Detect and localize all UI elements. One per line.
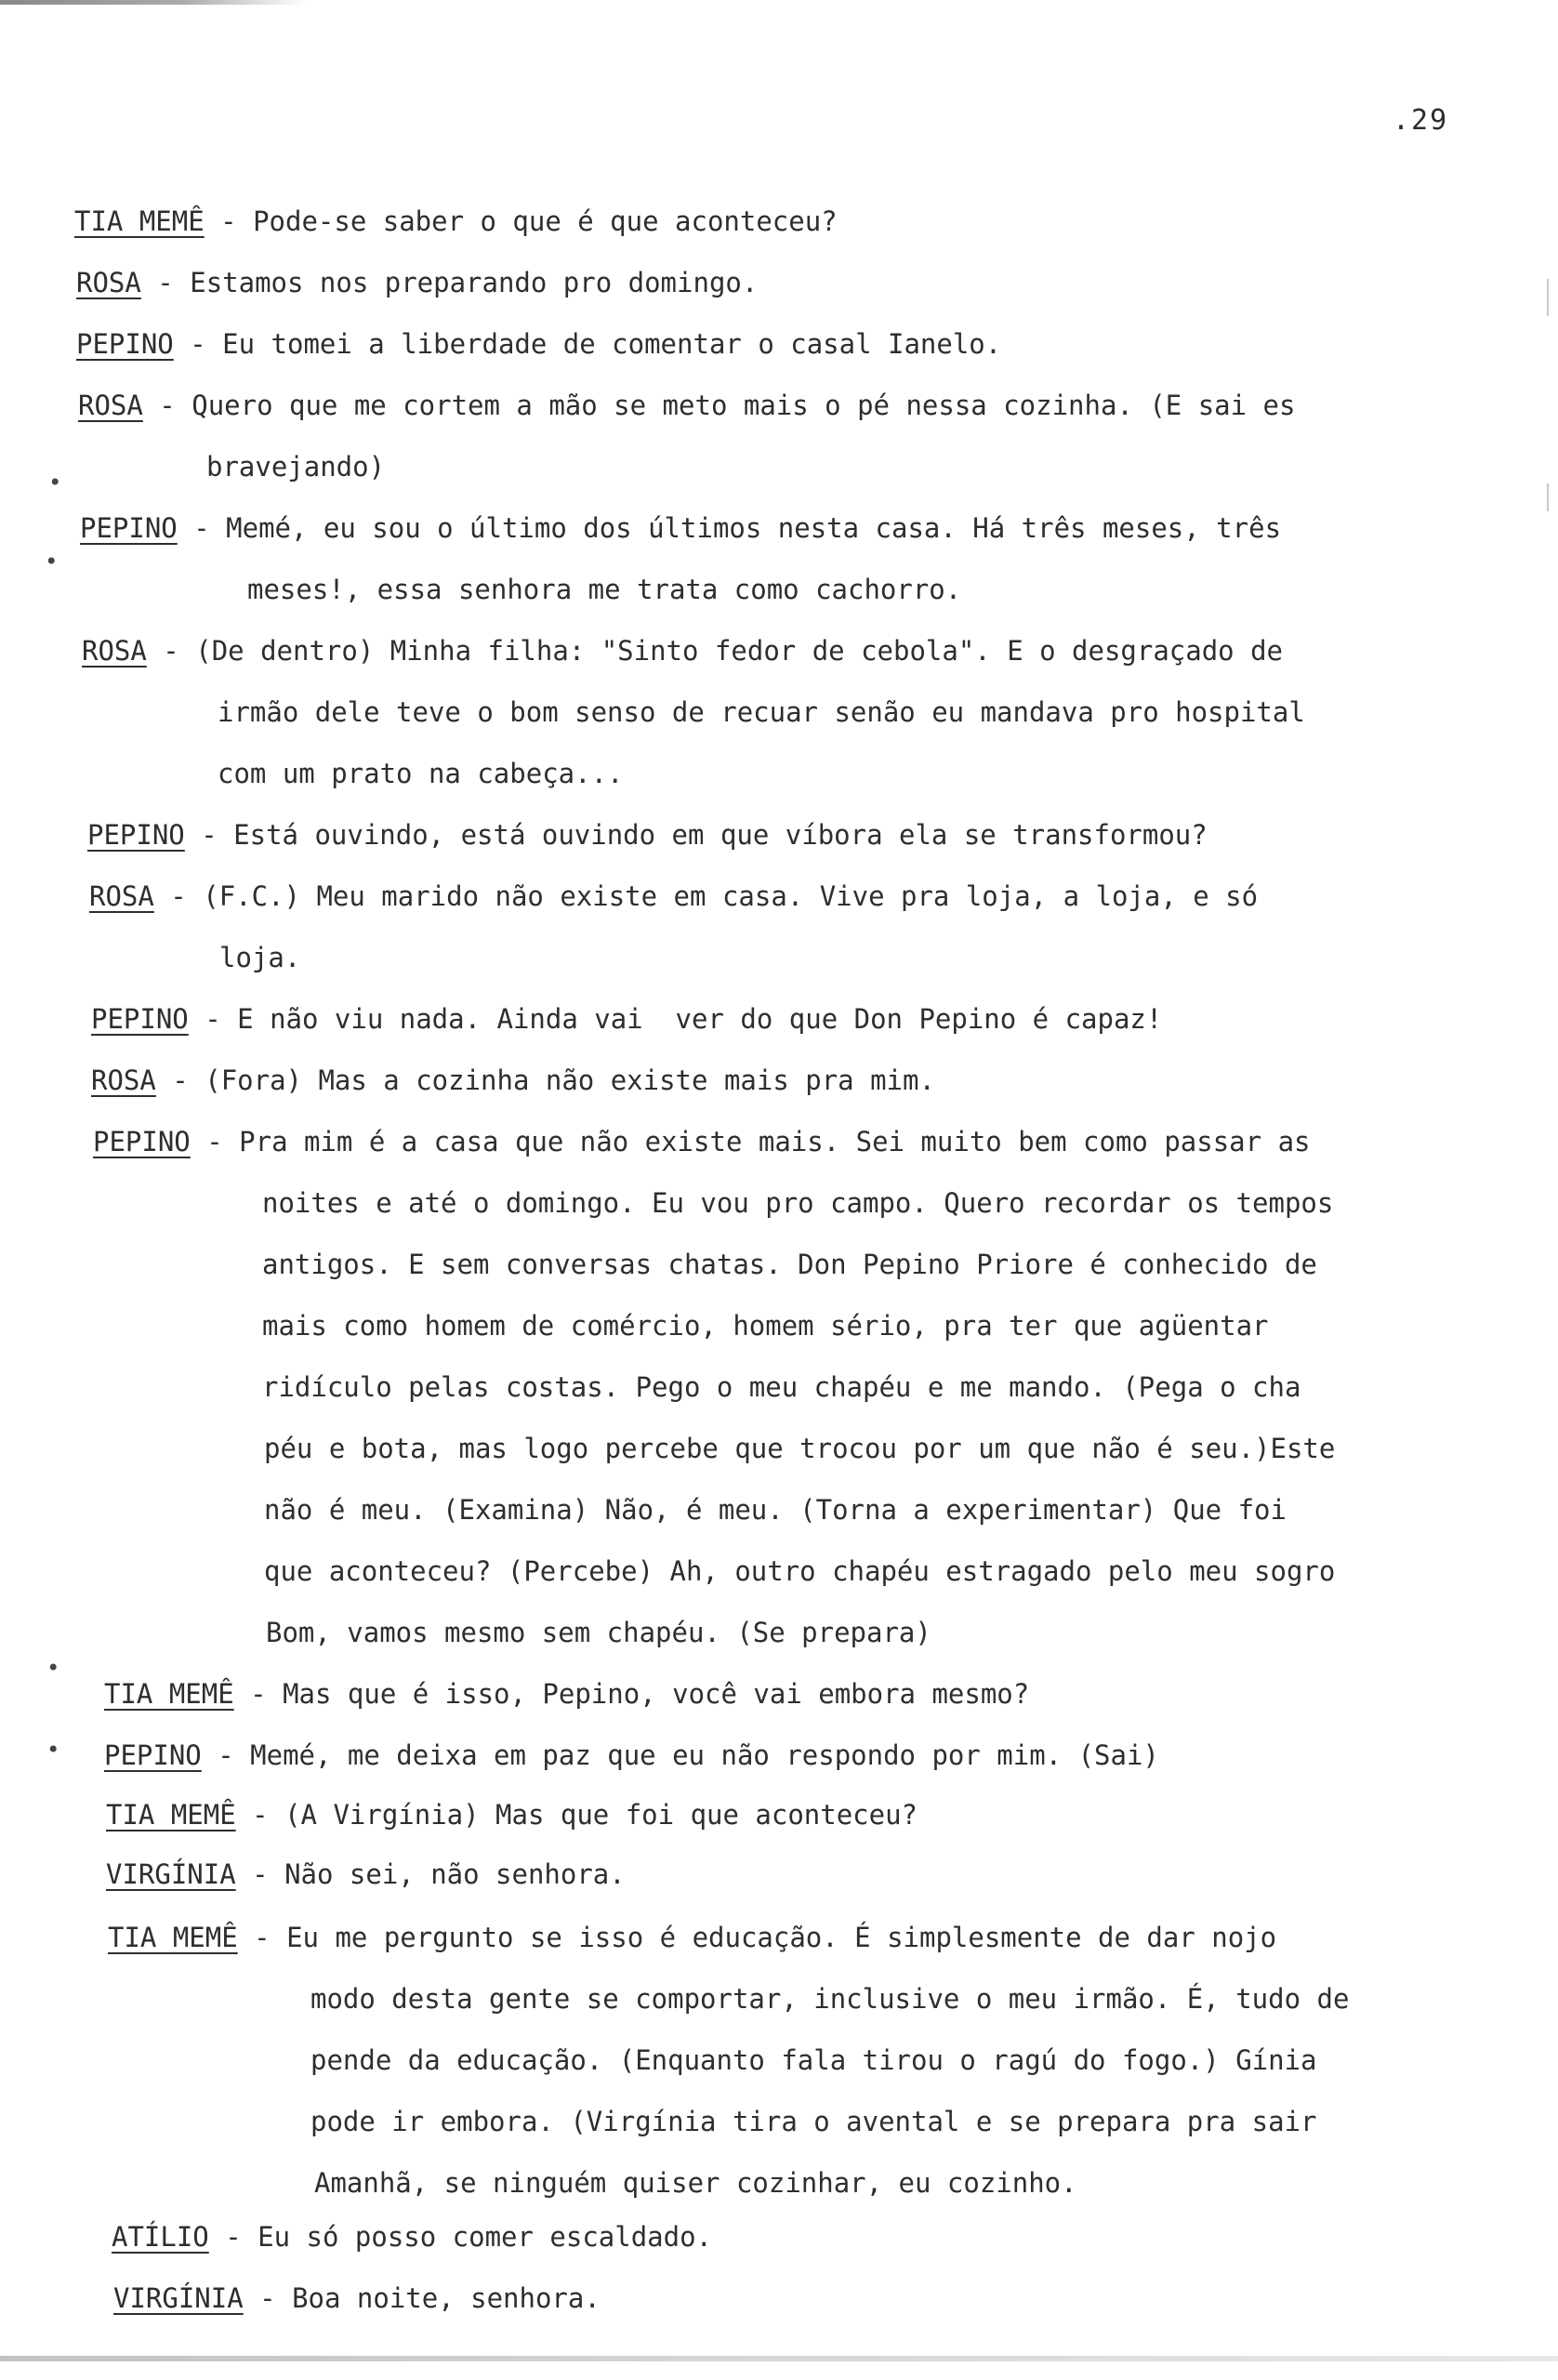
speaker-name: PEPINO (91, 1003, 189, 1035)
script-line (264, 1491, 1287, 1528)
scan-edge-top (0, 0, 307, 5)
dialogue-text: Eu tomei a liberdade de comentar o casal Ianelo. (222, 328, 1002, 360)
dialogue-text: Pode-se saber o que é que aconteceu? (253, 205, 838, 237)
script-line (219, 939, 300, 976)
script-line: ROSA - Quero que me cortem a mão se meto mais o pé nessa cozinha. (E sai es (78, 390, 1296, 421)
script-line (262, 1184, 1333, 1222)
dialogue-text: (A Virgínia) Mas que foi que aconteceu? (284, 1799, 918, 1831)
speaker-name: ROSA (91, 1064, 156, 1096)
dialogue-text: Bom, vamos mesmo sem chapéu. (Se prepara) (266, 1617, 931, 1648)
dialogue-text: (F.C.) Meu marido não existe em casa. Vive pra loja, a loja, e só (203, 880, 1259, 912)
speaker-name: PEPINO (104, 1739, 202, 1771)
speaker-name: VIRGÍNIA (106, 1858, 236, 1890)
script-line (218, 694, 1305, 731)
script-line (262, 1368, 1301, 1406)
script-line (310, 2103, 1317, 2140)
script-line: ROSA - (De dentro) Minha filha: "Sinto fedor de cebola". E o desgraçado de (82, 635, 1284, 667)
dialogue-text: pode ir embora. (Virgínia tira o avental e se prepara pra sair (310, 2106, 1317, 2137)
dialogue-text: pende da educação. (Enquanto fala tirou o ragú do fogo.) Gínia (310, 2044, 1317, 2076)
scan-speck (1547, 279, 1549, 316)
dialogue-text: com um prato na cabeça... (218, 758, 624, 789)
speaker-name: TIA MEMÊ (74, 205, 205, 237)
script-line: ROSA - (Fora) Mas a cozinha não existe mais pra mim. (91, 1064, 935, 1096)
script-line (206, 448, 385, 485)
dialogue-text: não é meu. (Examina) Não, é meu. (Torna a experimentar) Que foi (264, 1494, 1287, 1526)
dialogue-text: Eu me pergunto se isso é educação. É simplesmente de dar nojo (286, 1922, 1277, 1953)
script-line (264, 1553, 1335, 1590)
script-line: PEPINO - Eu tomei a liberdade de comentar o casal Ianelo. (76, 328, 1002, 360)
dialogue-text: Pra mim é a casa que não existe mais. Sei muito bem como passar as (239, 1126, 1311, 1157)
script-line: PEPINO - Memé, me deixa em paz que eu não respondo por mim. (Sai) (104, 1739, 1159, 1771)
script-line (247, 571, 961, 608)
speaker-name: PEPINO (80, 512, 178, 544)
dialogue-text: modo desta gente se comportar, inclusive o meu irmão. É, tudo de (310, 1983, 1350, 2015)
speaker-name: PEPINO (76, 328, 174, 360)
speaker-name: ROSA (76, 267, 141, 298)
script-line (310, 1980, 1349, 2017)
dialogue-text: ridículo pelas costas. Pego o meu chapéu e me mando. (Pega o cha (262, 1371, 1301, 1403)
dialogue-text: Memé, eu sou o último dos últimos nesta casa. Há três meses, três (226, 512, 1282, 544)
script-line (264, 1430, 1335, 1467)
script-line (262, 1246, 1317, 1283)
speaker-name: VIRGÍNIA (113, 2282, 244, 2314)
script-line (266, 1614, 931, 1651)
speaker-name: TIA MEMÊ (104, 1678, 234, 1710)
dialogue-text: mais como homem de comércio, homem sério, pra ter que agüentar (262, 1310, 1269, 1342)
dialogue-text: irmão dele teve o bom senso de recuar senão eu mandava pro hospital (218, 696, 1305, 728)
dialogue-text: Memé, me deixa em paz que eu não respondo por mim. (Sai) (250, 1739, 1159, 1771)
dialogue-text: Estamos nos preparando pro domingo. (190, 267, 759, 298)
dialogue-text: Amanhã, se ninguém quiser cozinhar, eu cozinho. (314, 2167, 1077, 2199)
dialogue-text: meses!, essa senhora me trata como cachorro. (247, 574, 962, 605)
speaker-name: ATÍLIO (112, 2221, 209, 2253)
script-line (262, 1307, 1269, 1344)
dialogue-text: Não sei, não senhora. (284, 1858, 626, 1890)
dialogue-text: antigos. E sem conversas chatas. Don Pepino Priore é conhecido de (262, 1249, 1317, 1280)
speaker-name: PEPINO (87, 819, 185, 851)
speaker-name: PEPINO (93, 1126, 191, 1157)
script-line: TIA MEMÊ - (A Virgínia) Mas que foi que aconteceu? (106, 1799, 918, 1831)
speaker-name: ROSA (89, 880, 154, 912)
speaker-name: ROSA (78, 390, 143, 421)
script-line: TIA MEMÊ - Pode-se saber o que é que aconteceu? (74, 205, 838, 237)
dialogue-text: noites e até o domingo. Eu vou pro campo. Quero recordar os tempos (262, 1187, 1334, 1219)
dialogue-text: (De dentro) Minha filha: "Sinto fedor de cebola". E o desgraçado de (195, 635, 1284, 667)
dialogue-text: péu e bota, mas logo percebe que trocou por um que não é seu.)Este (264, 1433, 1336, 1464)
page-number: .29 (1393, 104, 1449, 137)
script-line (218, 755, 624, 792)
scan-edge-bottom (0, 2356, 1558, 2361)
dialogue-text: bravejando) (206, 451, 386, 483)
script-line (314, 2164, 1077, 2202)
script-line: PEPINO - Memé, eu sou o último dos últimos nesta casa. Há três meses, três (80, 512, 1282, 544)
speaker-name: ROSA (82, 635, 147, 667)
dialogue-text: Quero que me cortem a mão se meto mais o pé nessa cozinha. (E sai es (191, 390, 1296, 421)
script-line: TIA MEMÊ - Mas que é isso, Pepino, você vai embora mesmo? (104, 1678, 1030, 1710)
speaker-name: TIA MEMÊ (106, 1799, 236, 1831)
script-line: VIRGÍNIA - Não sei, não senhora. (106, 1858, 626, 1890)
script-line: PEPINO - E não viu nada. Ainda vai ver do que Don Pepino é capaz! (91, 1003, 1163, 1035)
margin-mark: • (46, 1655, 60, 1681)
margin-mark: • (46, 1737, 60, 1763)
script-line: ROSA - (F.C.) Meu marido não existe em casa. Vive pra loja, a loja, e só (89, 880, 1259, 912)
script-line: TIA MEMÊ - Eu me pergunto se isso é educação. É simplesmente de dar nojo (108, 1922, 1277, 1953)
script-line: ATÍLIO - Eu só posso comer escaldado. (112, 2221, 713, 2253)
dialogue-text: que aconteceu? (Percebe) Ah, outro chapéu estragado pelo meu sogro (264, 1555, 1336, 1587)
script-line (310, 2042, 1317, 2079)
dialogue-text: E não viu nada. Ainda vai ver do que Don Pepino é capaz! (237, 1003, 1163, 1035)
dialogue-text: loja. (219, 942, 301, 973)
speaker-name: TIA MEMÊ (108, 1922, 238, 1953)
script-line: VIRGÍNIA - Boa noite, senhora. (113, 2282, 601, 2314)
dialogue-text: (Fora) Mas a cozinha não existe mais pra mim. (205, 1064, 935, 1096)
dialogue-text: Está ouvindo, está ouvindo em que víbora ela se transformou? (233, 819, 1208, 851)
dialogue-text: Boa noite, senhora. (292, 2282, 601, 2314)
dialogue-text: Eu só posso comer escaldado. (257, 2221, 713, 2253)
script-line: ROSA - Estamos nos preparando pro domingo. (76, 267, 759, 298)
dialogue-text: Mas que é isso, Pepino, você vai embora mesmo? (283, 1678, 1030, 1710)
script-line: PEPINO - Está ouvindo, está ouvindo em que víbora ela se transformou? (87, 819, 1208, 851)
margin-mark: • (45, 549, 59, 575)
margin-mark: • (48, 469, 62, 496)
scan-speck (1547, 483, 1549, 511)
script-line: PEPINO - Pra mim é a casa que não existe mais. Sei muito bem como passar as (93, 1126, 1311, 1157)
